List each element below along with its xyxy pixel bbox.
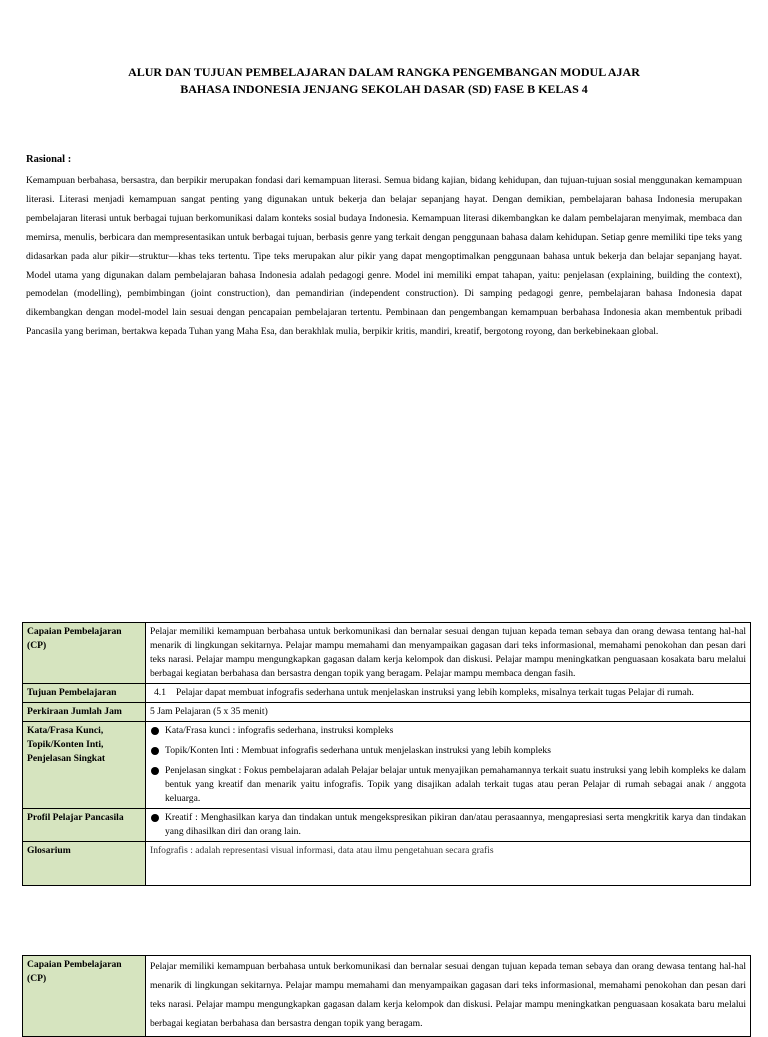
glosarium-text: Infografis : adalah representasi visual informasi, data atau ilmu pengetahuan secara grafis bbox=[146, 842, 751, 886]
cp-row bbox=[23, 623, 751, 684]
list-item: Kata/Frasa kunci : infografis sederhana, instruksi kompleks bbox=[150, 724, 746, 738]
list-item: Topik/Konten Inti : Membuat infografis sederhana untuk menjelaskan instruksi yang lebih kompleks bbox=[150, 744, 746, 758]
kata-cell bbox=[146, 722, 751, 809]
cp-label: Capaian Pembelajaran (CP) bbox=[23, 623, 146, 684]
bullet-icon bbox=[151, 727, 159, 735]
jam-label: Perkiraan Jumlah Jam bbox=[23, 703, 146, 722]
profil-cell bbox=[146, 809, 751, 842]
bullet-icon bbox=[151, 747, 159, 755]
list-item: Kreatif : Menghasilkan karya dan tindakan untuk mengekspresikan pikiran dan/atau perasaannya, mengapresiasi serta mengkritik karya dan tindakan yang dihasilkan diri dan orang lain. bbox=[150, 811, 746, 839]
profil-row bbox=[23, 809, 751, 842]
kata-label: Kata/Frasa Kunci, Topik/Konten Inti, Penjelasan Singkat bbox=[23, 722, 146, 809]
glosarium-label: Glosarium bbox=[23, 842, 146, 886]
glosarium-row bbox=[23, 842, 751, 886]
jam-row bbox=[23, 703, 751, 722]
tp-number: 4.1 bbox=[154, 687, 166, 698]
bullet-icon bbox=[151, 814, 159, 822]
bullet-icon bbox=[151, 767, 159, 775]
kata-list bbox=[150, 724, 746, 806]
tp-cell bbox=[146, 684, 751, 703]
rasional-label: Rasional : bbox=[26, 154, 72, 165]
tp-label: Tujuan Pembelajaran bbox=[23, 684, 146, 703]
kata-row bbox=[23, 722, 751, 809]
learning-objectives-table bbox=[22, 622, 751, 886]
jam-text: 5 Jam Pelajaran (5 x 35 menit) bbox=[146, 703, 751, 722]
tp-row bbox=[23, 684, 751, 703]
cp-row-2 bbox=[23, 956, 751, 1037]
title-line-1: ALUR DAN TUJUAN PEMBELAJARAN DALAM RANGKA PENGEMBANGAN MODUL AJAR bbox=[128, 65, 640, 79]
document-title bbox=[60, 64, 708, 98]
cp-text: Pelajar memiliki kemampuan berbahasa untuk berkomunikasi dan bernalar sesuai dengan tujuan kepada teman sebaya dan orang dewasa tentang hal-hal menarik di lingkungan sekitarnya. Pelajar mampu memahami dan menyampaikan gagasan dari teks informasional, memahami penokohan dan pesan dari teks narasi. Pelajar mampu mengungkapkan gagasan dalam kerja kelompok dan diskusi. Pelajar mampu meningkatkan penguasaan kosakata baru melalui berbagai kegiatan berbahasa dan bersastra dengan topik yang beragam. Pelajar mampu membaca dengan fasih. bbox=[146, 623, 751, 684]
title-line-2: BAHASA INDONESIA JENJANG SEKOLAH DASAR (SD) FASE B KELAS 4 bbox=[180, 82, 588, 96]
list-item: Penjelasan singkat : Fokus pembelajaran adalah Pelajar belajar untuk menyajikan pemahamannya terkait suatu instruksi yang lebih kompleks ke dalam bentuk yang kreatif dan menarik yaitu infografis. Topik yang disajikan adalah terkait tugas atau peran Pelajar di rumah sebagai anak / anggota keluarga. bbox=[150, 764, 746, 806]
profil-label: Profil Pelajar Pancasila bbox=[23, 809, 146, 842]
profil-list bbox=[150, 811, 746, 839]
rasional-paragraph: Kemampuan berbahasa, bersastra, dan berpikir merupakan fondasi dari kemampuan literasi. Semua bidang kajian, bidang kehidupan, dan tujuan-tujuan sosial menggunakan kemampuan literasi. Literasi menjadi kemampuan sangat penting yang digunakan untuk bekerja dan belajar sepanjang hayat. Dengan demikian, pembelajaran bahasa Indonesia merupakan pembelajaran literasi untuk berbagai tujuan berkomunikasi dalam konteks sosial budaya Indonesia. Kemampuan literasi dikembangkan ke dalam pembelajaran menyimak, membaca dan memirsa, menulis, berbicara dan mempresentasikan untuk berbagai tujuan, berbasis genre yang terkait dengan penggunaan bahasa dalam kehidupan. Setiap genre memiliki tipe teks yang didasarkan pada alur pikir—struktur—khas teks tertentu. Tipe teks merupakan alur pikir yang dapat mengoptimalkan penggunaan bahasa untuk bekerja dan belajar sepanjang hayat. Model utama yang digunakan dalam pembelajaran bahasa Indonesia adalah pedagogi genre. Model ini memiliki empat tahapan, yaitu: penjelasan (explaining, building the context), pemodelan (modelling), pembimbingan (joint construction), dan pemandirian (independent construction). Di samping pedagogi genre, pembelajaran bahasa Indonesia dapat dikembangkan dengan model-model lain sesuai dengan pencapaian pembelajaran tertentu. Pembinaan dan pengembangan kemampuan berbahasa Indonesia akan membentuk pribadi Pancasila yang beriman, bertakwa kepada Tuhan yang Maha Esa, dan berakhlak mulia, berpikir kritis, mandiri, kreatif, bergotong royong, dan berkebinekaan global. bbox=[26, 175, 742, 338]
cp-label-2: Capaian Pembelajaran (CP) bbox=[23, 956, 146, 1037]
tp-text: Pelajar dapat membuat infografis sederhana untuk menjelaskan instruksi yang lebih kompleks, misalnya terkait tugas Pelajar di rumah. bbox=[176, 687, 694, 698]
learning-objectives-table-2 bbox=[22, 955, 751, 1037]
cp-text-2: Pelajar memiliki kemampuan berbahasa untuk berkomunikasi dan bernalar sesuai dengan tujuan kepada teman sebaya dan orang dewasa tentang hal-hal menarik di lingkungan sekitarnya. Pelajar mampu memahami dan menyampaikan gagasan dari teks informasional, memahami penokohan dan pesan dari teks narasi. Pelajar mampu mengungkapkan gagasan dalam kerja kelompok dan diskusi. Pelajar mampu meningkatkan penguasaan kosakata baru melalui berbagai kegiatan berbahasa dan bersastra dengan topik yang beragam. bbox=[146, 956, 751, 1037]
